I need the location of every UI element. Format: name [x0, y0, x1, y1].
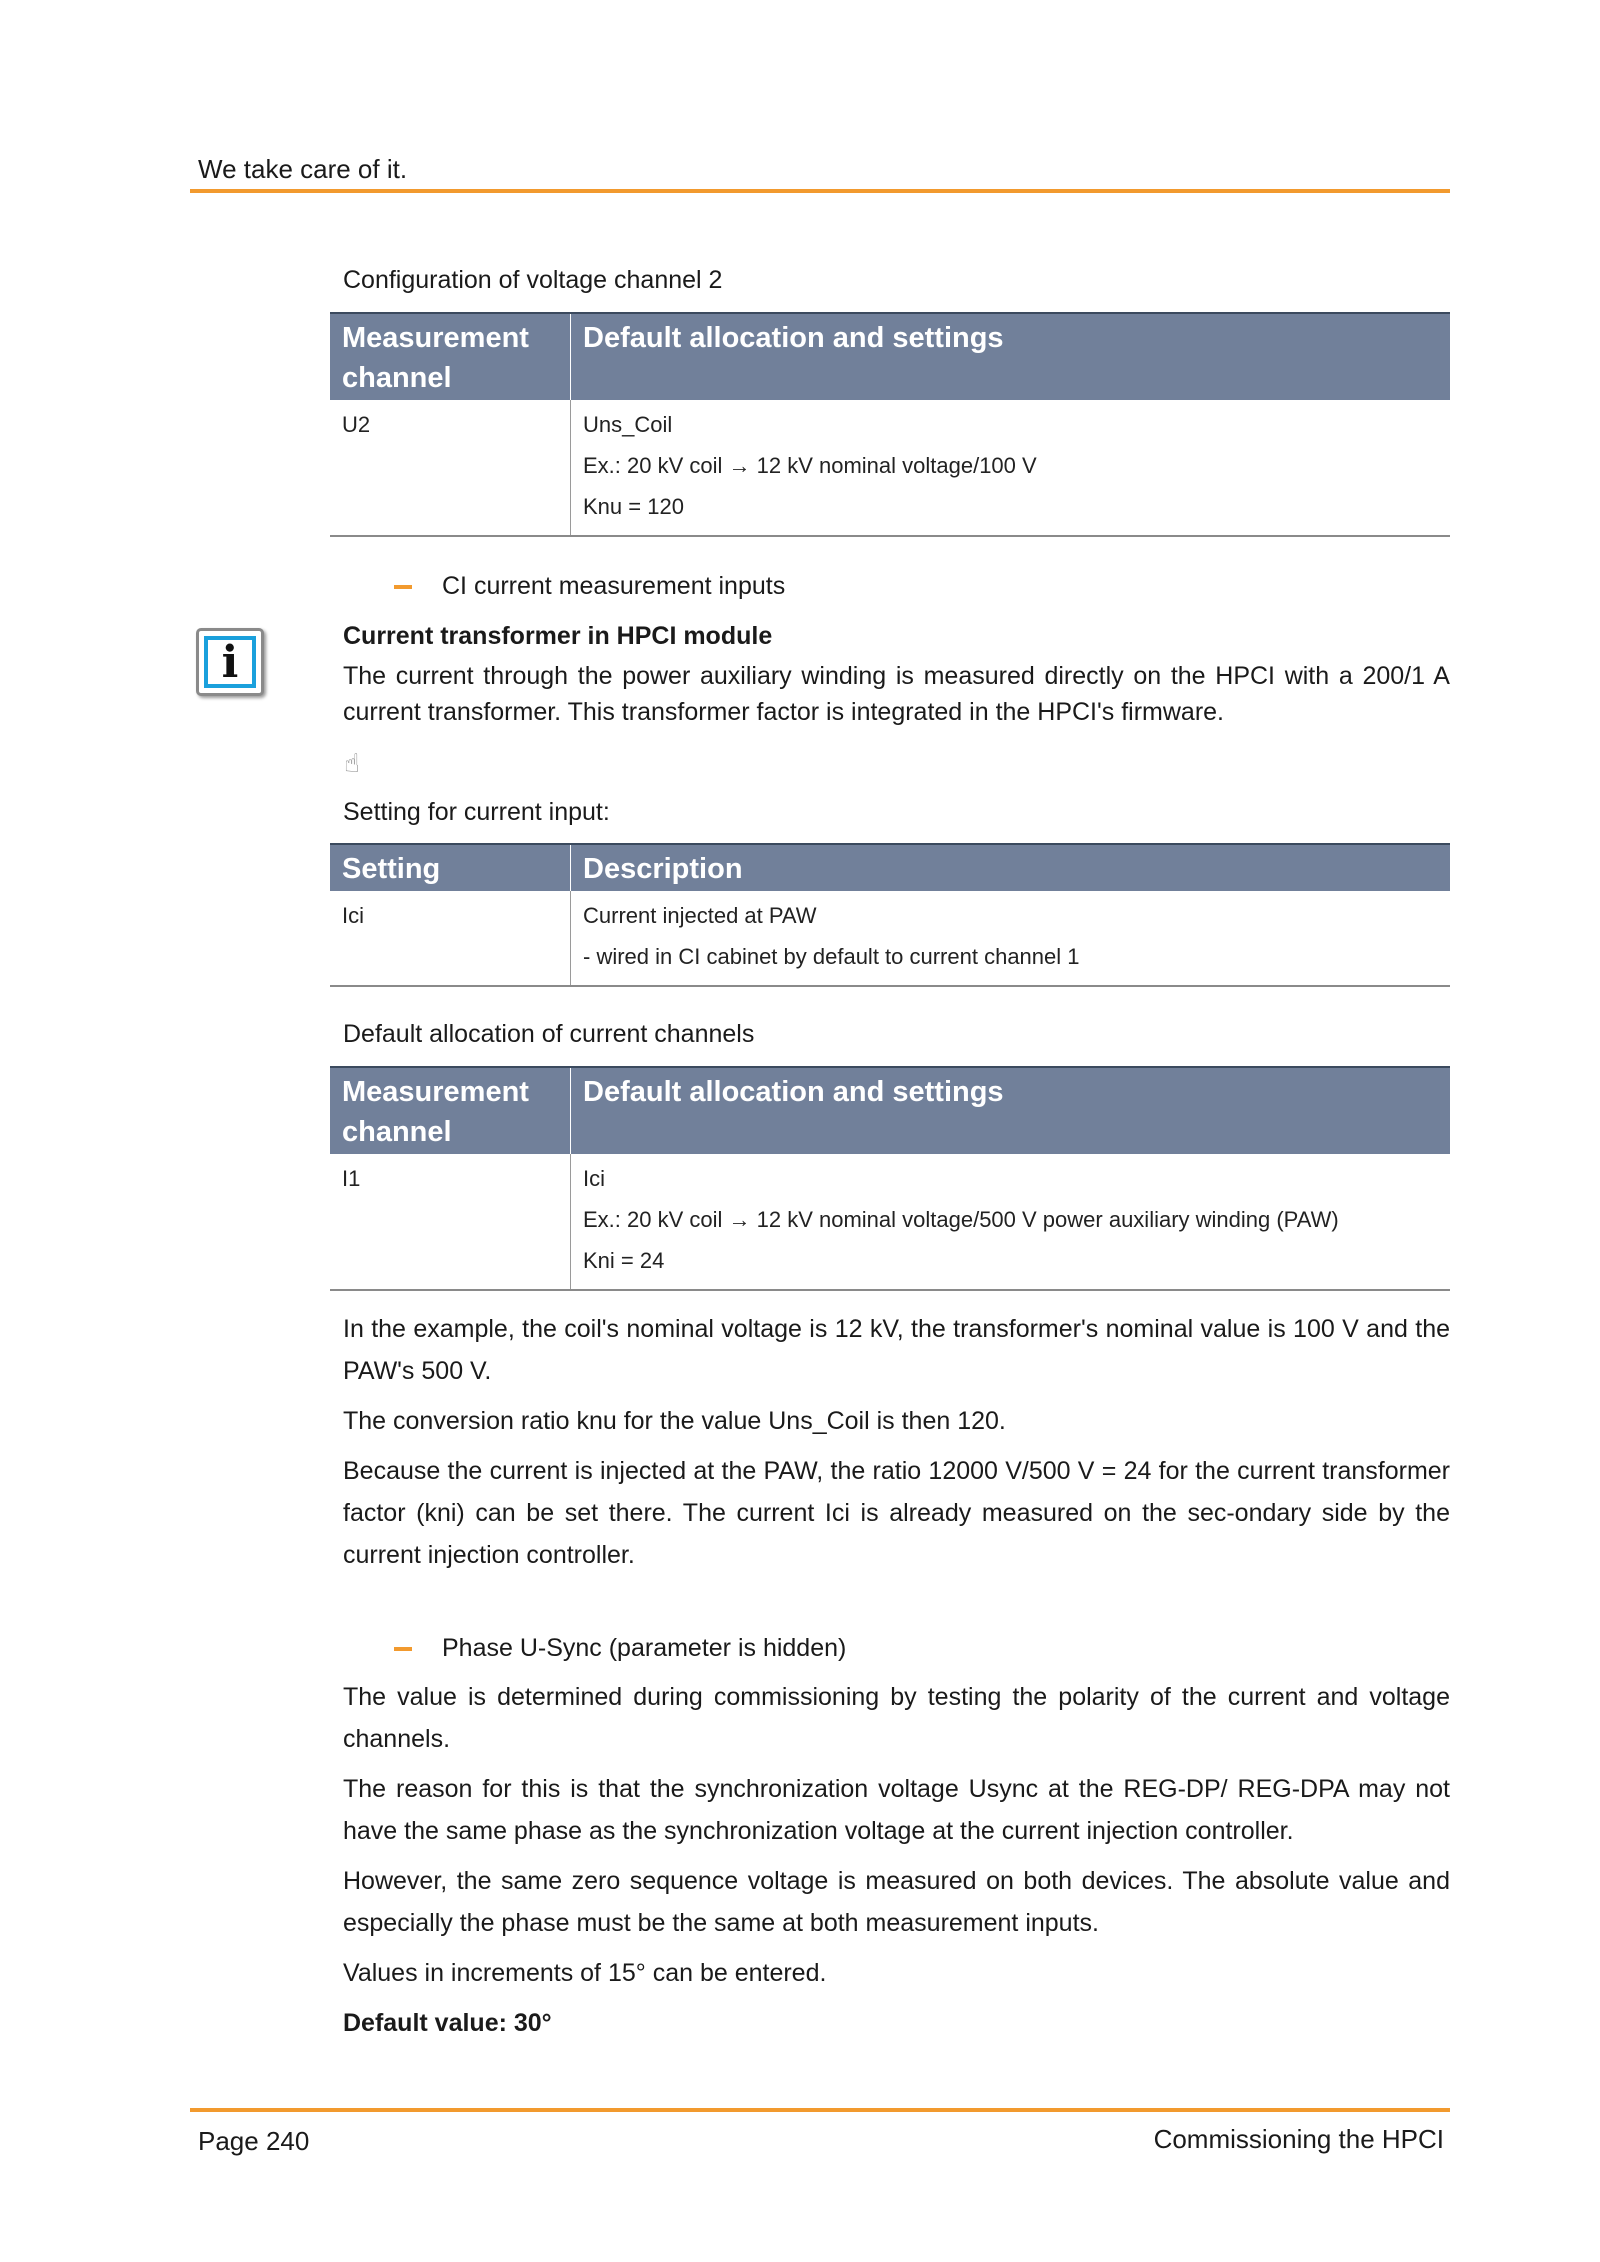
phase-explanation-block [343, 1676, 1450, 2044]
bullet-ci-inputs [394, 572, 785, 601]
settings-line: Ex.: 20 kV coil → 12 kV nominal voltage/500 V power auxiliary winding (PAW) [583, 1207, 1339, 1232]
table-cell-channel: I1 [330, 1154, 571, 1290]
table-header-description: Description [571, 844, 1451, 891]
settings-line: Kni = 24 [583, 1248, 665, 1273]
current-channel-table [330, 1066, 1450, 1291]
table-header-default-allocation: Default allocation and settings [571, 1067, 1451, 1154]
header-tagline: We take care of it. [198, 154, 408, 184]
table-header-measurement-channel: Measurement channel [330, 1067, 571, 1154]
description-line: Current injected at PAW [583, 903, 817, 928]
table-header-default-allocation: Default allocation and settings [571, 313, 1451, 400]
paragraph: Values in increments of 15° can be entered. [343, 1959, 827, 1987]
paragraph: Because the current is injected at the PAW, the ratio 12000 V/500 V = 24 for the current transformer factor (kni) can be set there. The current Ici is already measured on the sec-ondary side by the current injection controller. [343, 1457, 1450, 1569]
table-cell-setting: Ici [330, 891, 571, 986]
voltage-table-caption: Configuration of voltage channel 2 [343, 266, 723, 294]
paragraph: In the example, the coil's nominal voltage is 12 kV, the transformer's nominal value is 100 V and the PAW's 500 V. [343, 1315, 1450, 1385]
info-icon: i [196, 628, 264, 696]
bullet-text: CI current measurement inputs [442, 572, 786, 600]
settings-line: Uns_Coil [583, 412, 673, 437]
settings-line: Ex.: 20 kV coil → 12 kV nominal voltage/100 V [583, 453, 1037, 478]
current-table-caption: Default allocation of current channels [343, 1020, 755, 1048]
table-row [330, 400, 1450, 536]
bullet-text: Phase U-Sync (parameter is hidden) [442, 1634, 847, 1662]
paragraph: The value is determined during commissioning by testing the polarity of the current and voltage channels. [343, 1683, 1450, 1753]
paragraph: However, the same zero sequence voltage is measured on both devices. The absolute value and especially the phase must be the same at both measurement inputs. [343, 1867, 1450, 1937]
page-number: Page 240 [198, 2126, 310, 2156]
info-title: Current transformer in HPCI module [343, 622, 773, 650]
info-text: The current through the power auxiliary winding is measured directly on the HPCI with a 200/1 A current transformer. This transformer factor is integrated in the HPCI's firmware. [343, 662, 1450, 726]
table-row [330, 1154, 1450, 1290]
default-value: Default value: 30° [343, 2009, 552, 2037]
description-line: - wired in CI cabinet by default to current channel 1 [583, 944, 1080, 969]
table-row [330, 891, 1450, 986]
table-cell-description [571, 891, 1451, 986]
table-cell-channel: U2 [330, 400, 571, 536]
voltage-channel-table [330, 312, 1450, 537]
table-header-setting: Setting [330, 844, 571, 891]
settings-line: Ici [583, 1166, 605, 1191]
setting-table [330, 843, 1450, 987]
bullet-dash-icon [394, 1647, 412, 1651]
table-cell-settings [571, 400, 1451, 536]
hand-pointer-icon: ☝ [344, 748, 360, 778]
setting-table-caption: Setting for current input: [343, 798, 610, 826]
table-cell-settings [571, 1154, 1451, 1290]
explanation-block [343, 1308, 1450, 1576]
footer-divider [190, 2108, 1450, 2112]
chapter-title: Commissioning the HPCI [1153, 2124, 1444, 2154]
bullet-dash-icon [394, 585, 412, 589]
table-header-measurement-channel: Measurement channel [330, 313, 571, 400]
settings-line: Knu = 120 [583, 494, 684, 519]
bullet-phase-usync [394, 1634, 846, 1663]
paragraph: The conversion ratio knu for the value Uns_Coil is then 120. [343, 1407, 1006, 1435]
header-divider [190, 189, 1450, 193]
paragraph: The reason for this is that the synchronization voltage Usync at the REG-DP/ REG-DPA may not have the same phase as the synchronization voltage at the current injection controller. [343, 1775, 1450, 1845]
